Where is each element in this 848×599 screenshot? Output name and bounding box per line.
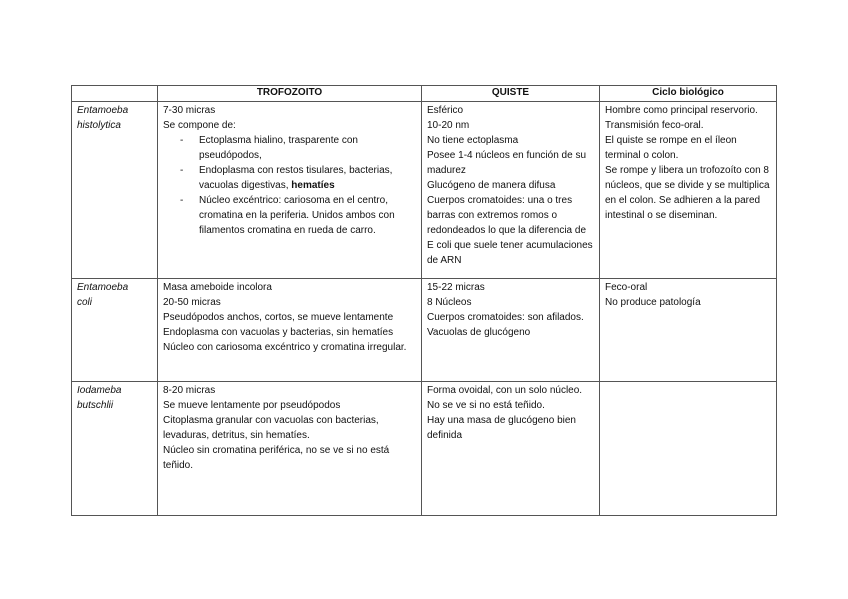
parasite-comparison-table xyxy=(71,85,777,516)
list-item xyxy=(163,133,417,163)
text-line: Núcleo sin cromatina periférica, no se ve si no está teñido. xyxy=(163,445,390,471)
bullet-text: Endoplasma con restos tisulares, bacterias, vacuolas digestivas, xyxy=(199,165,393,191)
text-line: Se mueve lentamente por pseudópodos xyxy=(163,400,341,411)
text-line: 8 Núcleos xyxy=(427,297,472,308)
list-item xyxy=(163,163,417,193)
dash-bullet-icon: - xyxy=(180,165,184,176)
text-line: Cuerpos cromatoides: son afilados. xyxy=(427,312,584,323)
header-trofozoito: TROFOZOITO xyxy=(158,86,422,102)
species-genus: Iodameba xyxy=(77,385,122,396)
species-epithet: coli xyxy=(77,297,93,308)
text-line: Se compone de: xyxy=(163,120,236,131)
text-line: 15-22 micras xyxy=(427,282,485,293)
text-line: Hombre como principal reservorio. xyxy=(605,105,758,116)
text-line: 10-20 nm xyxy=(427,120,470,131)
text-line: Vacuolas de glucógeno xyxy=(427,327,531,338)
species-name-cell xyxy=(72,102,158,279)
text-line: No tiene ectoplasma xyxy=(427,135,519,146)
trofozoito-cell xyxy=(158,382,422,516)
text-line: 7-30 micras xyxy=(163,105,216,116)
quiste-cell xyxy=(422,279,600,382)
bullet-text: Núcleo excéntrico: cariosoma en el centro, cromatina en la periferia. Unidos ambos con filamentos cromatina en rueda de carro. xyxy=(199,195,395,236)
text-line: No produce patología xyxy=(605,297,701,308)
list-item xyxy=(163,193,417,238)
text-line: Núcleo con cariosoma excéntrico y cromatina irregular. xyxy=(163,342,407,353)
header-quiste: QUISTE xyxy=(422,86,600,102)
header-ciclo-biologico: Ciclo biológico xyxy=(600,86,777,102)
header-empty-cell xyxy=(72,86,158,102)
species-name-cell xyxy=(72,279,158,382)
text-line: El quiste se rompe en el íleon terminal o colon. xyxy=(605,135,737,161)
text-line: Se rompe y libera un trofozoíto con 8 núcleos, que se divide y se multiplica en el colon. Se adhieren a la pared intestinal o se diseminan. xyxy=(605,165,770,221)
ciclo-cell xyxy=(600,102,777,279)
text-line: Forma ovoidal, con un solo núcleo. No se ve si no está teñido. xyxy=(427,385,583,411)
text-line: Cuerpos cromatoides: una o tres barras con extremos romos o redondeados lo que la diferencia de E coli que suele tener acumulaciones de ARN xyxy=(427,195,593,266)
text-line: Posee 1-4 núcleos en función de su madurez xyxy=(427,150,586,176)
text-line: Masa ameboide incolora xyxy=(163,282,272,293)
bold-term: hematíes xyxy=(291,180,335,191)
quiste-cell xyxy=(422,102,600,279)
dash-bullet-icon: - xyxy=(180,195,184,206)
ciclo-cell xyxy=(600,279,777,382)
species-genus: Entamoeba xyxy=(77,282,129,293)
dash-bullet-icon: - xyxy=(180,135,184,146)
ciclo-cell-empty xyxy=(600,382,777,516)
text-line: Pseudópodos anchos, cortos, se mueve lentamente xyxy=(163,312,394,323)
species-name-cell xyxy=(72,382,158,516)
trofozoito-cell xyxy=(158,279,422,382)
table-row xyxy=(72,102,777,279)
species-epithet: butschlii xyxy=(77,400,114,411)
text-line: Citoplasma granular con vacuolas con bacterias, levaduras, detritus, sin hematíes. xyxy=(163,415,379,441)
text-line: 20-50 micras xyxy=(163,297,221,308)
text-line: Endoplasma con vacuolas y bacterias, sin hematíes xyxy=(163,327,394,338)
bullet-list xyxy=(163,133,417,238)
species-epithet: histolytica xyxy=(77,120,121,131)
table-header-row xyxy=(72,86,777,102)
text-line: 8-20 micras xyxy=(163,385,216,396)
text-line: Esférico xyxy=(427,105,464,116)
trofozoito-cell xyxy=(158,102,422,279)
text-line: Hay una masa de glucógeno bien definida xyxy=(427,415,576,441)
text-line: Transmisión feco-oral. xyxy=(605,120,704,131)
bullet-text: Ectoplasma hialino, trasparente con pseudópodos, xyxy=(199,135,358,161)
table-row xyxy=(72,382,777,516)
quiste-cell xyxy=(422,382,600,516)
text-line: Glucógeno de manera difusa xyxy=(427,180,556,191)
species-genus: Entamoeba xyxy=(77,105,129,116)
text-line: Feco-oral xyxy=(605,282,648,293)
table-row xyxy=(72,279,777,382)
